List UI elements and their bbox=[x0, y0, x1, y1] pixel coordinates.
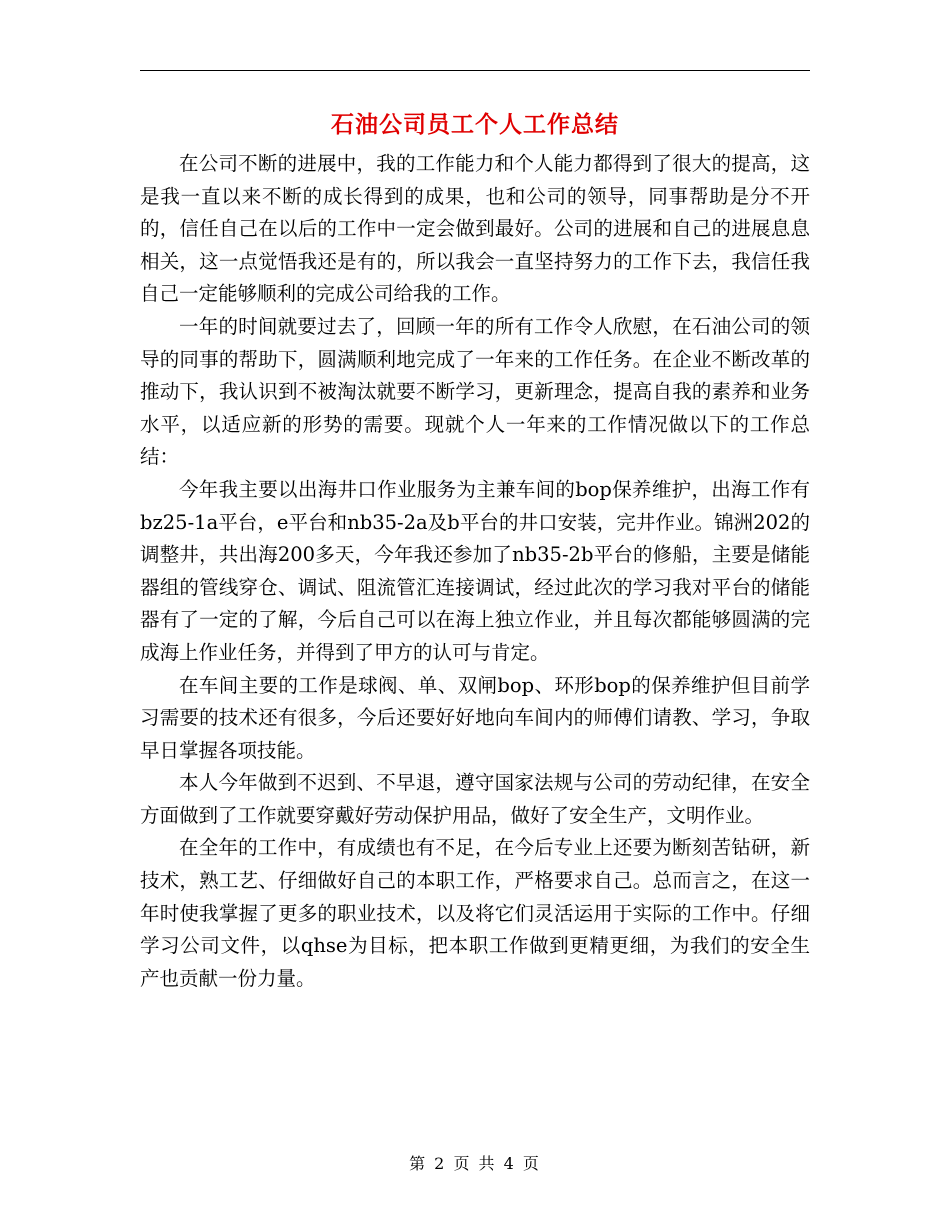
document-title: 石油公司员工个人工作总结 bbox=[331, 111, 619, 138]
paragraph-4: 在车间主要的工作是球阀、单、双闸bop、环形bop的保养维护但目前学习需要的技术还有很多，今后还要好好地向车间内的师傅们请教、学习，争取早日掌握各项技能。 bbox=[140, 673, 810, 762]
paragraph-2: 一年的时间就要过去了，回顾一年的所有工作令人欣慰，在石油公司的领导的同事的帮助下，圆满顺利地完成了一年来的工作任务。在企业不断改革的推动下，我认识到不被淘汰就要不断学习，更新理念，提高自我的素养和业务水平，以适应新的形势的需要。现就个人一年来的工作情况做以下的工作总结： bbox=[140, 314, 810, 469]
header-rule bbox=[140, 70, 810, 71]
paragraph-1: 在公司不断的进展中，我的工作能力和个人能力都得到了很大的提高，这是我一直以来不断的成长得到的成果，也和公司的领导，同事帮助是分不开的，信任自己在以后的工作中一定会做到最好。公司的进展和自己的进展息息相关，这一点觉悟我还是有的，所以我会一直坚持努力的工作下去，我信任我自己一定能够顺利的完成公司给我的工作。 bbox=[140, 152, 810, 306]
page-number-footer: 第 2 页 共 4 页 bbox=[409, 1154, 541, 1173]
paragraph-5: 本人今年做到不迟到、不早退，遵守国家法规与公司的劳动纪律，在安全方面做到了工作就要穿戴好劳动保护用品，做好了安全生产，文明作业。 bbox=[140, 771, 810, 827]
document-body bbox=[140, 148, 810, 995]
paragraph-6: 在全年的工作中，有成绩也有不足，在今后专业上还要为断刻苦钻研，新技术，熟工艺、仔细做好自己的本职工作，严格要求自己。总而言之，在这一年时使我掌握了更多的职业技术，以及将它们灵活运用于实际的工作中。仔细学习公司文件，以qhse为目标，把本职工作做到更精更细，为我们的安全生产也贡献一份力量。 bbox=[140, 836, 810, 990]
paragraph-3: 今年我主要以出海井口作业服务为主兼车间的bop保养维护，出海工作有bz25-1a平台，e平台和nb35-2a及b平台的井口安装，完井作业。锦洲202的调整井，共出海200多天，今年我还参加了nb35-2b平台的修船，主要是储能器组的管线穿仓、调试、阻流管汇连接调试，经过此次的学习我对平台的储能器有了一定的了解，今后自己可以在海上独立作业，并且每次都能够圆满的完成海上作业任务，并得到了甲方的认可与肯定。 bbox=[140, 477, 810, 664]
